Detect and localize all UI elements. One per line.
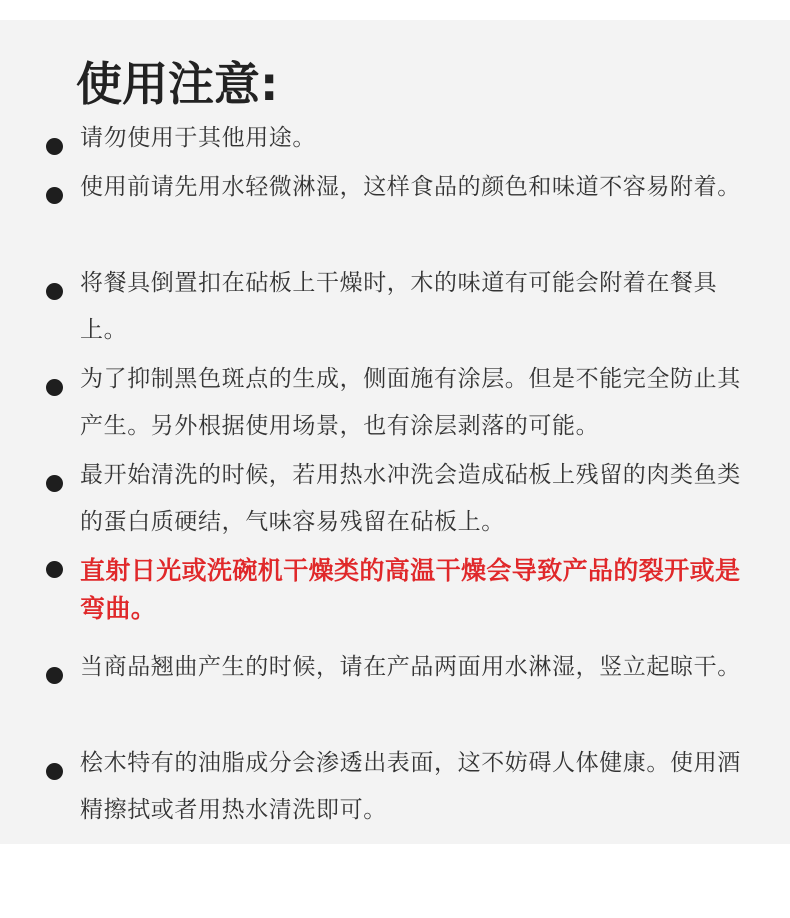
list-item-text: 请勿使用于其他用途。 bbox=[80, 125, 316, 151]
bullet-icon bbox=[46, 187, 63, 204]
bullet-icon bbox=[46, 138, 63, 155]
page-title: 使用注意: bbox=[76, 57, 279, 111]
list-item-text: 为了抑制黑色斑点的生成，侧面施有涂层。但是不能完全防止其产生。另外根据使用场景，也有涂层剥落的可能。 bbox=[80, 366, 741, 439]
list-item-text: 使用前请先用水轻微淋湿，这样食品的颜色和味道不容易附着。 bbox=[80, 174, 741, 200]
bullet-icon bbox=[46, 379, 63, 396]
bullet-icon bbox=[46, 475, 63, 492]
list-item-text: 当商品翘曲产生的时候，请在产品两面用水淋湿，竖立起晾干。 bbox=[80, 654, 741, 680]
list-item-text: 将餐具倒置扣在砧板上干燥时，木的味道有可能会附着在餐具上。 bbox=[80, 270, 718, 343]
warning-text: 直射日光或洗碗机干燥类的高温干燥会导致产品的裂开或是弯曲。 bbox=[80, 556, 741, 623]
bullet-icon bbox=[46, 561, 63, 578]
list-item-text: 最开始清洗的时候，若用热水冲洗会造成砧板上残留的肉类鱼类的蛋白质硬结，气味容易残留在砧板上。 bbox=[80, 462, 741, 535]
bullet-icon bbox=[46, 763, 63, 780]
notice-panel bbox=[0, 20, 790, 844]
list-item-text: 桧木特有的油脂成分会渗透出表面，这不妨碍人体健康。使用酒精擦拭或者用热水清洗即可。 bbox=[80, 750, 741, 823]
bullet-icon bbox=[46, 283, 63, 300]
bullet-icon bbox=[46, 667, 63, 684]
